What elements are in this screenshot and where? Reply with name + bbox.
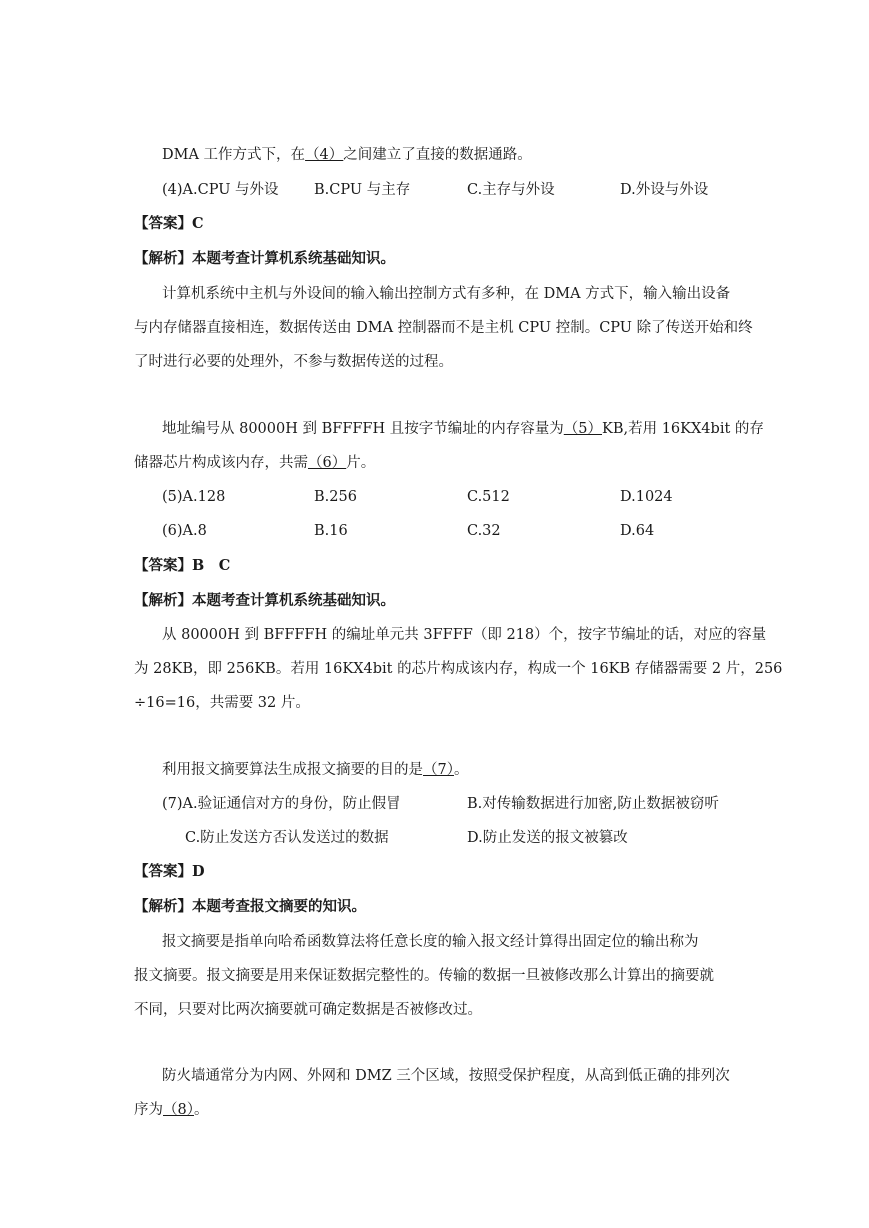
analysis-line: ÷16=16，共需要 32 片。 [134,695,310,711]
analysis-line: 从 80000H 到 BFFFFH 的编址单元共 3FFFF（即 218）个，按字节编址的话，对应的容量 [162,627,767,643]
answer-blank: （7） [423,762,454,778]
option-c: C.防止发送方否认发送过的数据 [185,830,389,846]
stem-text: 储器芯片构成该内存，共需 [134,455,308,471]
stem-text: 片。 [346,455,376,471]
option-b: B.CPU 与主存 [314,182,411,198]
stem-text: 序为 [134,1102,163,1118]
answer-blank: （6） [308,455,347,471]
question-6-stem [134,453,375,473]
question-8-stem-cont [134,1100,208,1120]
stem-text: DMA 工作方式下，在 [162,147,306,163]
answer-blank: （8） [163,1102,194,1118]
analysis-label: 【解析】本题考查报文摘要的知识。 [134,898,366,915]
question-4-stem [162,145,532,165]
stem-text: 之间建立了直接的数据通路。 [343,147,532,163]
option-d: D.外设与外设 [620,182,709,198]
analysis-label: 【解析】本题考查计算机系统基础知识。 [134,592,395,609]
stem-text: 地址编号从 80000H 到 BFFFFH 且按字节编址的内存容量为 [162,421,564,437]
analysis-line: 了时进行必要的处理外，不参与数据传送的过程。 [134,354,453,370]
stem-text: 。 [193,1102,209,1118]
analysis-line: 计算机系统中主机与外设间的输入输出控制方式有多种，在 DMA 方式下，输入输出设备 [162,286,731,302]
option-a: (4)A.CPU 与外设 [162,182,279,198]
stem-text: KB,若用 16KX4bit 的存 [602,421,764,437]
question-7-stem [162,760,468,780]
option-c: C.32 [467,523,501,539]
analysis-label: 【解析】本题考查计算机系统基础知识。 [134,250,395,267]
answer-label: 【答案】B C [134,557,231,574]
option-a: (7)A.验证通信对方的身份，防止假冒 [162,796,401,812]
option-c: C.主存与外设 [467,182,555,198]
answer-blank: （5） [563,421,602,437]
option-d: D.防止发送的报文被篡改 [467,830,628,846]
option-d: D.1024 [620,489,673,505]
option-c: C.512 [467,489,510,505]
analysis-line: 与内存储器直接相连，数据传送由 DMA 控制器而不是主机 CPU 控制。CPU 除了传送开始和终 [134,320,753,336]
analysis-line: 为 28KB，即 256KB。若用 16KX4bit 的芯片构成该内存，构成一个 16KB 存储器需要 2 片，256 [134,661,783,677]
option-d: D.64 [620,523,655,539]
answer-label: 【答案】C [134,215,204,232]
option-b: B.16 [314,523,348,539]
answer-label: 【答案】D [134,863,205,880]
analysis-line: 不同，只要对比两次摘要就可确定数据是否被修改过。 [134,1002,482,1018]
stem-text: 利用报文摘要算法生成报文摘要的目的是 [162,762,423,778]
answer-blank: （4） [305,147,344,163]
option-a: (6)A.8 [162,523,207,539]
option-b: B.256 [314,489,357,505]
option-a: (5)A.128 [162,489,226,505]
question-8-stem: 防火墙通常分为内网、外网和 DMZ 三个区域，按照受保护程度，从高到低正确的排列次 [162,1068,730,1084]
option-b: B.对传输数据进行加密,防止数据被窃听 [467,796,719,812]
question-5-stem [162,419,764,439]
analysis-line: 报文摘要。报文摘要是用来保证数据完整性的。传输的数据一旦被修改那么计算出的摘要就 [134,968,714,984]
stem-text: 。 [453,762,469,778]
analysis-line: 报文摘要是指单向哈希函数算法将任意长度的输入报文经计算得出固定位的输出称为 [162,934,699,950]
